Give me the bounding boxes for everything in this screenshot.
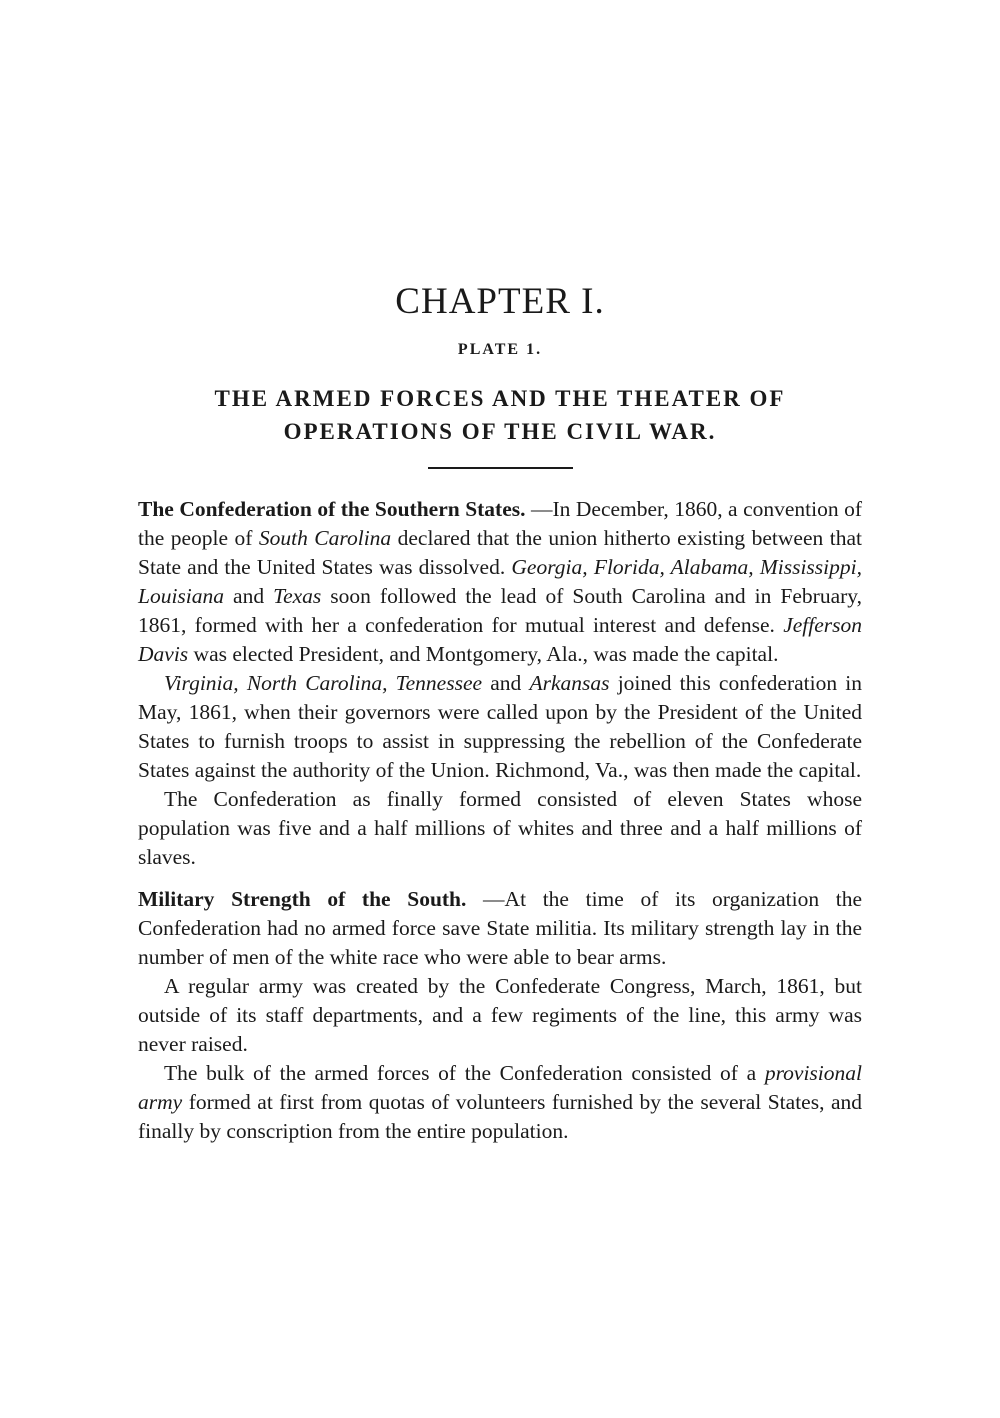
- text-run: soon followed the lead of South Carolina and in February, 1861, formed with her a confederation for mutual interest and defense.: [138, 584, 862, 637]
- chapter-title: [138, 382, 862, 448]
- italic-text: Texas: [273, 584, 322, 608]
- text-run: joined this confederation in May, 1861, when their governors were called upon by the President of the United States to furnish troops to assist in suppressing the rebellion of the Confederate States against the authority of the Union. Richmond, Va., was then made the capital.: [138, 671, 863, 782]
- section-heading-confederation: The Confederation of the Southern States.: [138, 497, 526, 521]
- paragraph-confederation-3: The Confederation as finally formed consisted of eleven States whose population was five and a half millions of whites and three and a half millions of slaves.: [138, 787, 862, 869]
- paragraph-military-2: A regular army was created by the Confederate Congress, March, 1861, but outside of its staff departments, and a few regiments of the line, this army was never raised.: [138, 974, 862, 1056]
- text-run: —At the time of its organization the Confederation had no armed force save State militia. Its military strength lay in the number of men of the white race who were able to bear arms.: [138, 887, 862, 969]
- plate-label: PLATE 1.: [457, 341, 543, 358]
- paragraph-military-3: [138, 1059, 862, 1146]
- section-divider: [428, 467, 573, 469]
- text-run: was elected President, and Montgomery, Ala., was made the capital.: [188, 642, 779, 666]
- section-heading-military: Military Strength of the South.: [138, 887, 467, 911]
- italic-text: Arkansas: [529, 671, 610, 695]
- paragraph-military-1: [138, 885, 862, 972]
- italic-text: Jefferson Davis: [138, 613, 862, 666]
- italic-text: Virginia, North Carolina, Tennessee: [164, 671, 483, 695]
- italic-text: Georgia, Florida, Alabama, Mississippi, Louisiana: [138, 555, 862, 608]
- paragraph-confederation-2: [138, 669, 862, 785]
- italic-text: South Carolina: [258, 526, 392, 550]
- text-run: and: [224, 584, 274, 608]
- chapter-title-line-2: OPERATIONS OF THE CIVIL WAR.: [283, 419, 717, 444]
- chapter-title-line-1: THE ARMED FORCES AND THE THEATER OF: [214, 386, 786, 411]
- text-run: The bulk of the armed forces of the Confederation consisted of a: [164, 1061, 765, 1085]
- body-text: [138, 495, 862, 1146]
- text-run: declared that the union hitherto existing between that State and the United States was dissolved.: [138, 526, 862, 579]
- italic-text: provisional army: [138, 1061, 862, 1114]
- text-run: —In December, 1860, a convention of the people of: [138, 497, 862, 550]
- text-run: and: [482, 671, 530, 695]
- paragraph-confederation-1: [138, 495, 862, 669]
- text-run: formed at first from quotas of volunteers furnished by the several States, and finally by conscription from the entire population.: [138, 1090, 862, 1143]
- chapter-heading: CHAPTER I.: [395, 281, 605, 322]
